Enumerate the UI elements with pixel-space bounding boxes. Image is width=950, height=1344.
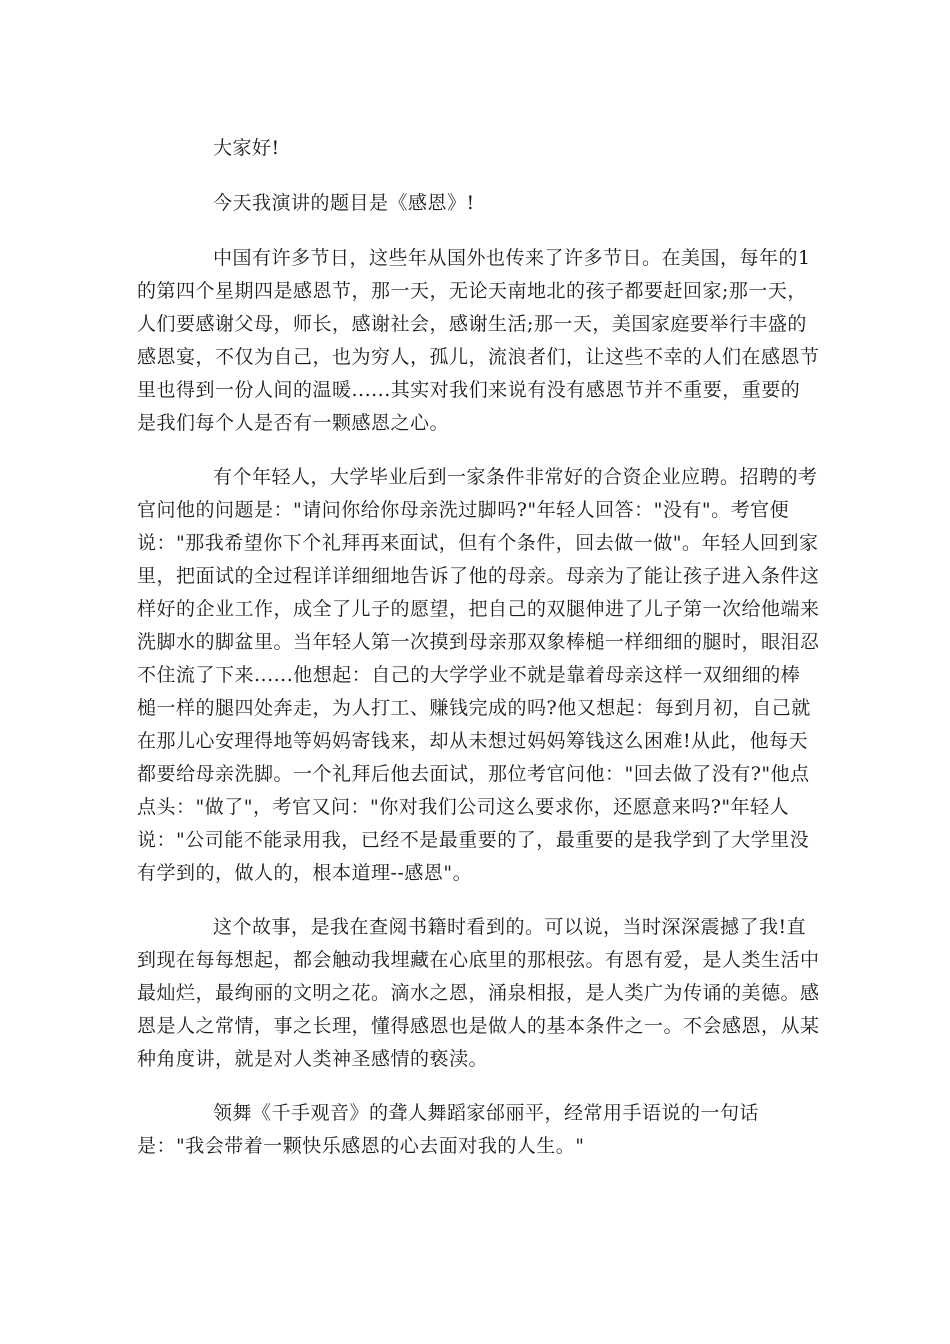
paragraph-1-line-2: 的第四个星期四是感恩节，那一天，无论天南地北的孩子都要赶回家;那一天，	[137, 280, 807, 302]
paragraph-2-line-7: 不住流了下来......他想起：自己的大学学业不就是靠着母亲这样一双细细的棒	[137, 664, 801, 686]
paragraph-3-line-2: 到现在每每想起，都会触动我埋藏在心底里的那根弦。有恩有爱，是人类生活中	[137, 949, 820, 971]
paragraph-2-line-3: 说："那我希望你下个礼拜再来面试，但有个条件，回去做一做"。年轻人回到家	[137, 532, 819, 554]
title-line: 今天我演讲的题目是《感恩》!	[213, 192, 475, 214]
paragraph-2-line-12: 说："公司能不能录用我，已经不是最重要的了，最重要的是我学到了大学里没	[137, 829, 810, 851]
paragraph-3-line-4: 恩是人之常情，事之长理，懂得感恩也是做人的基本条件之一。不会感恩，从某	[137, 1015, 820, 1037]
paragraph-2-line-11: 点头："做了"，考官又问："你对我们公司这么要求你，还愿意来吗?"年轻人	[137, 796, 790, 818]
paragraph-2-line-6: 洗脚水的脚盆里。当年轻人第一次摸到母亲那双象棒槌一样细细的腿时，眼泪忍	[137, 631, 820, 653]
paragraph-2-line-10: 都要给母亲洗脚。一个礼拜后他去面试，那位考官问他："回去做了没有?"他点	[137, 763, 810, 785]
paragraph-3-line-5: 种角度讲，就是对人类神圣感情的亵渎。	[137, 1048, 489, 1070]
paragraph-1-line-4: 感恩宴，不仅为自己，也为穷人，孤儿，流浪者们，让这些不幸的人们在感恩节	[137, 346, 820, 368]
paragraph-2-line-5: 样好的企业工作，成全了儿子的愿望，把自己的双腿伸进了儿子第一次给他端来	[137, 598, 820, 620]
paragraph-2-line-2: 官问他的问题是："请问你给你母亲洗过脚吗?"年轻人回答："没有"。考官便	[137, 499, 790, 521]
greeting-line: 大家好!	[213, 137, 280, 159]
paragraph-2-line-13: 有学到的，做人的，根本道理--感恩"。	[137, 862, 473, 884]
paragraph-4-line-1: 领舞《千手观音》的聋人舞蹈家邰丽平，经常用手语说的一句话	[213, 1102, 760, 1124]
paragraph-3-line-1: 这个故事，是我在查阅书籍时看到的。可以说，当时深深震撼了我!直	[213, 916, 807, 938]
paragraph-3-line-3: 最灿烂，最绚丽的文明之花。滴水之恩，涌泉相报，是人类广为传诵的美德。感	[137, 982, 820, 1004]
paragraph-2-line-4: 里，把面试的全过程详详细细地告诉了他的母亲。母亲为了能让孩子进入条件这	[137, 565, 820, 587]
paragraph-2-line-1: 有个年轻人，大学毕业后到一家条件非常好的合资企业应聘。招聘的考	[213, 466, 818, 488]
paragraph-2-line-9: 在那儿心安理得地等妈妈寄钱来，却从未想过妈妈筹钱这么困难!从此，他每天	[137, 730, 809, 752]
paragraph-1-line-5: 里也得到一份人间的温暖......其实对我们来说有没有感恩节并不重要，重要的	[137, 379, 801, 401]
paragraph-1-line-6: 是我们每个人是否有一颗感恩之心。	[137, 412, 450, 434]
paragraph-1-line-3: 人们要感谢父母，师长，感谢社会，感谢生活;那一天，美国家庭要举行丰盛的	[137, 313, 807, 335]
paragraph-4-line-2: 是："我会带着一颗快乐感恩的心去面对我的人生。"	[137, 1135, 585, 1157]
paragraph-1-line-1: 中国有许多节日，这些年从国外也传来了许多节日。在美国，每年的1	[213, 247, 811, 269]
paragraph-2-line-8: 槌一样的腿四处奔走，为人打工、赚钱完成的吗?他又想起：每到月初，自己就	[137, 697, 811, 719]
